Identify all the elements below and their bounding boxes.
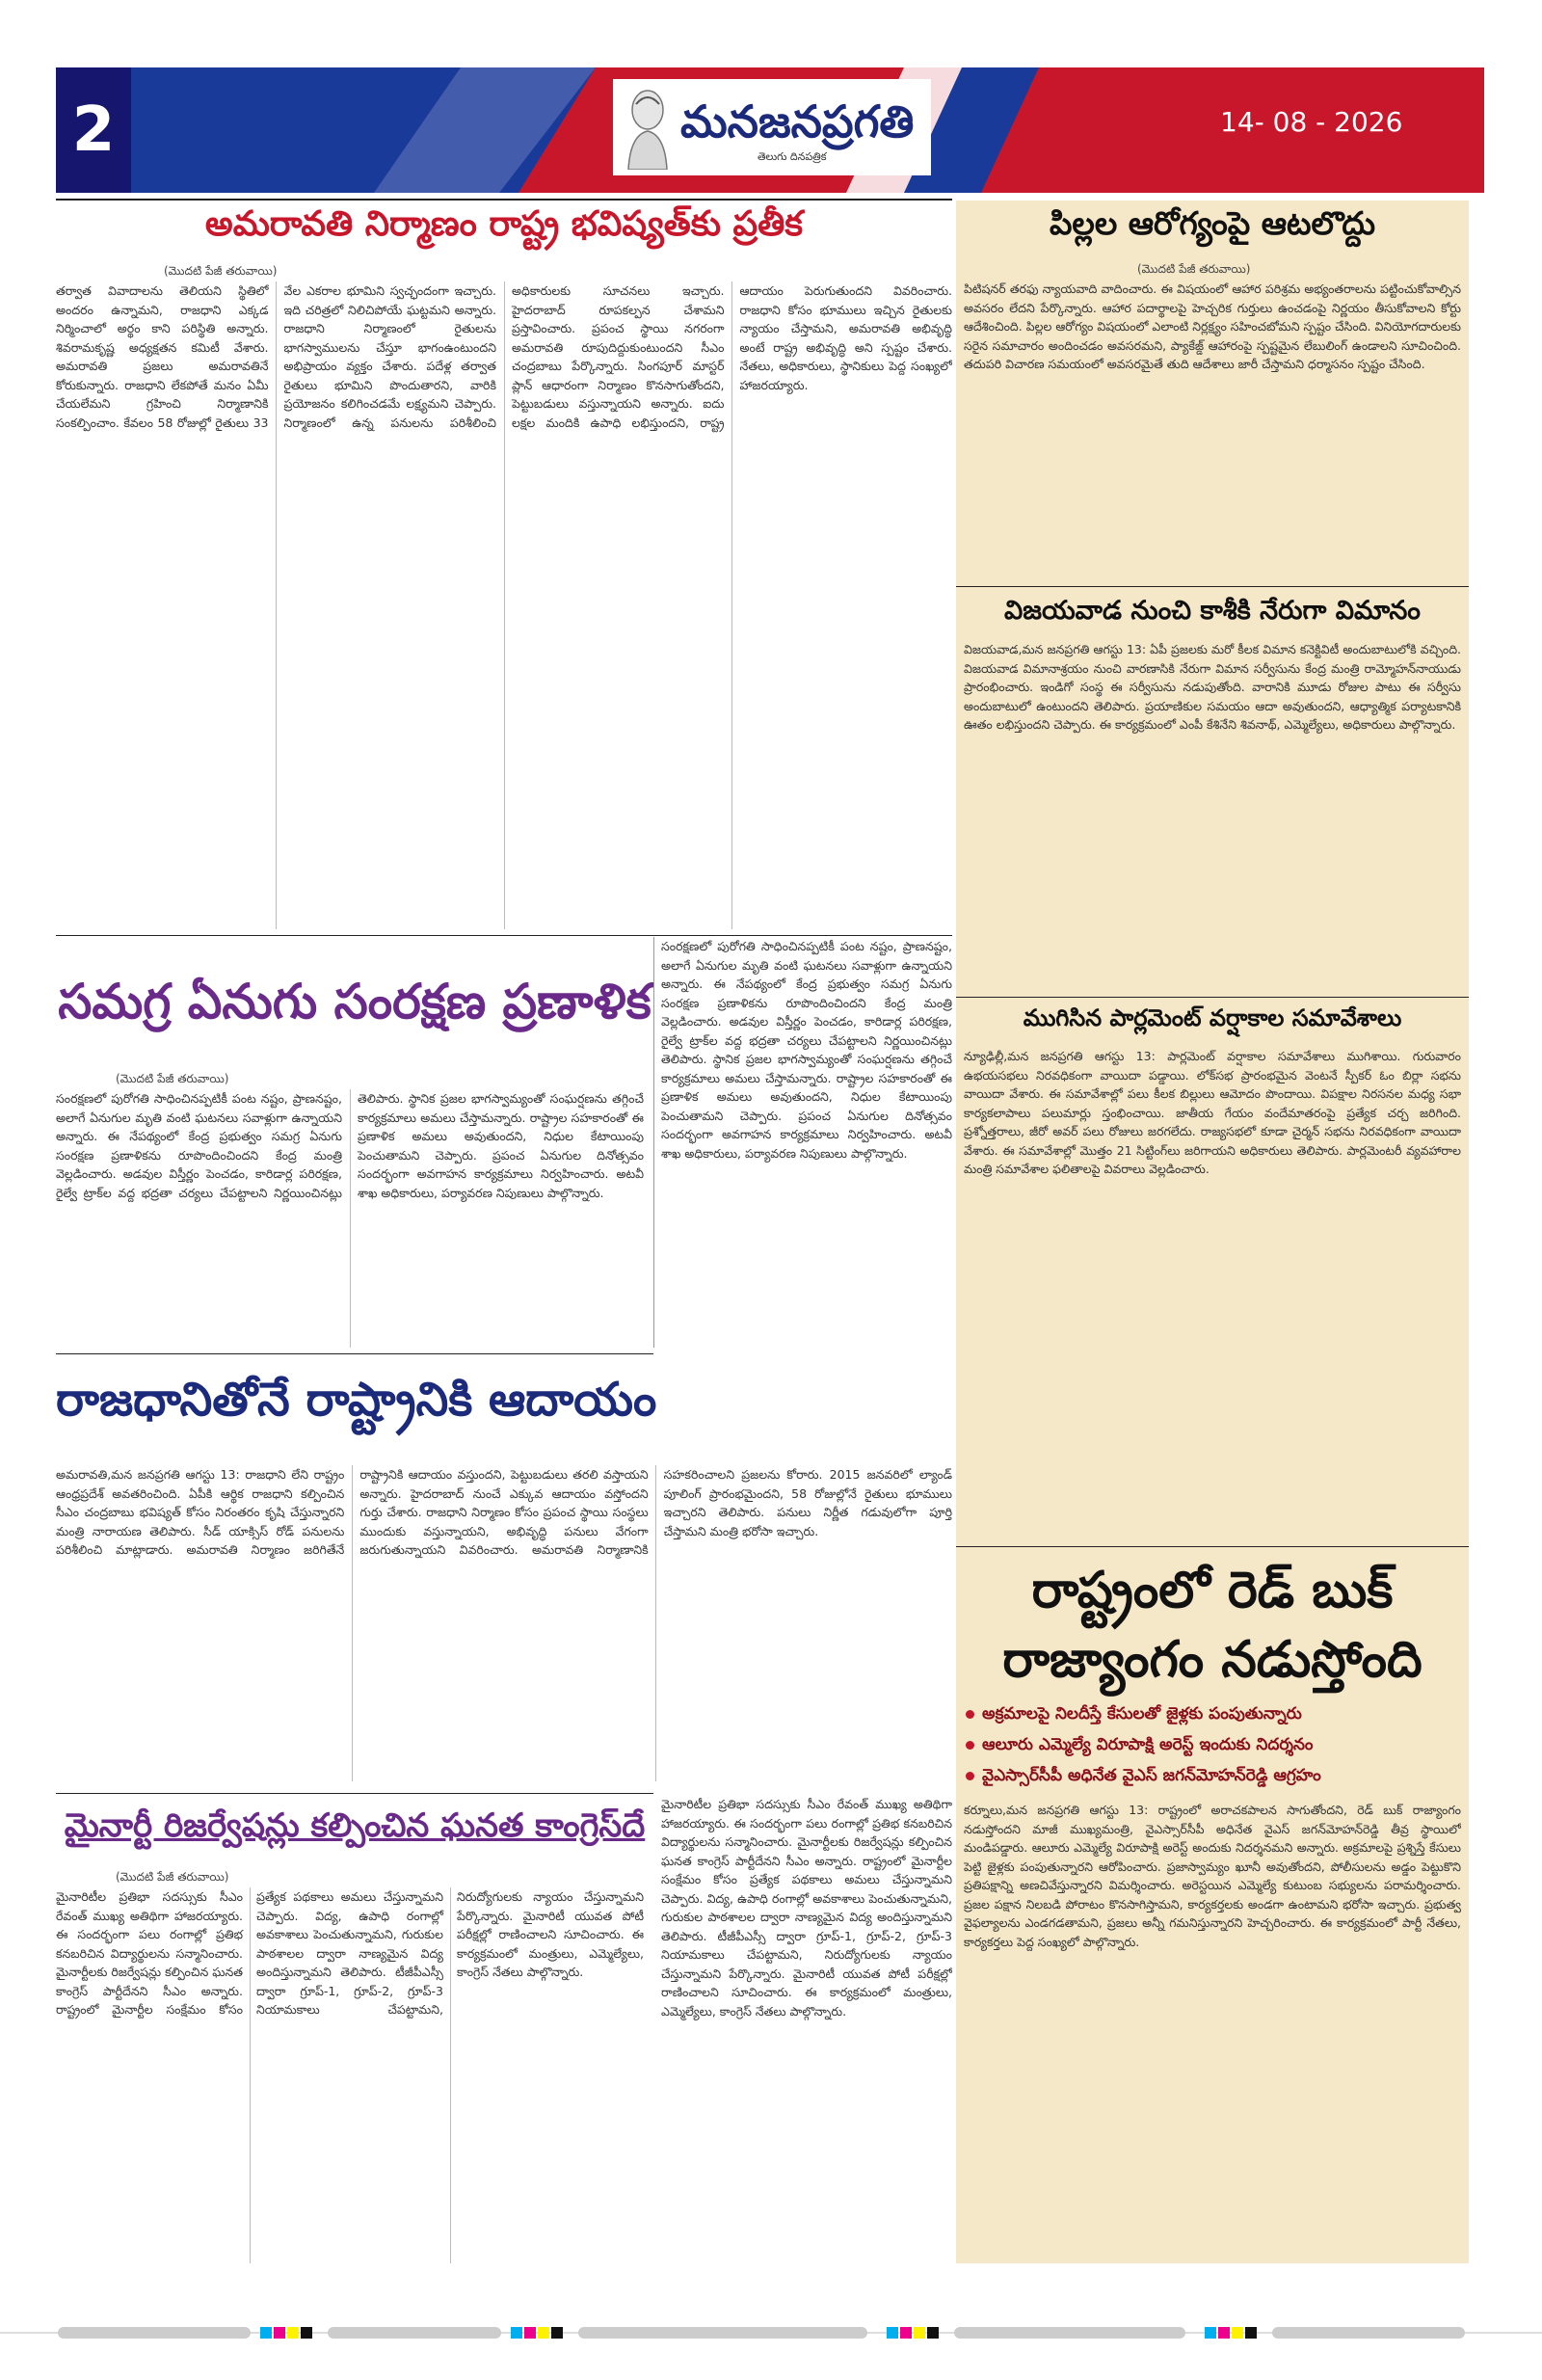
divider: [956, 1546, 1469, 1547]
continued-label: (మొదటి పేజీ తరువాయి): [164, 264, 278, 278]
print-registration-bar: [0, 2321, 1542, 2344]
headline-capital: రాజధానితోనే రాష్ట్రానికి ఆదాయం: [56, 1373, 657, 1427]
leader-portrait-icon: [621, 85, 675, 170]
divider: [56, 1353, 653, 1354]
divider: [56, 935, 952, 936]
subhead-bullet-2: ఆలూరు ఎమ్మెల్యే విరూపాక్షి అరెస్ట్ ఇందుకు నిదర్శనం: [966, 1735, 1314, 1758]
headline-flight: విజయవాడ నుంచి కాశీకి నేరుగా విమానం: [1004, 596, 1421, 626]
story-body: సంరక్షణలో పురోగతి సాధించినప్పటికీ పంట నష్టం, ప్రాణనష్టం, అలాగే ఏనుగుల మృతి వంటి ఘటనలు సవాళ్లుగా ఉన్నాయని అన్నారు. ఈ నేపథ్యంలో కేంద్ర ప్రభుత్వం సమగ్ర ఏనుగు సంరక్షణ ప్రణాళికను రూపొందించిందని కేంద్ర మంత్రి వెల్లడించారు. అడవుల విస్తీర్ణం పెంచడం, కారిడార్ల పరిరక్షణ, రైల్వే ట్రాక్‌ల వద్ద భద్రతా చర్యలు చేపట్టాలని నిర్ణయించినట్లు తెలిపారు. స్థానిక ప్రజల భాగస్వామ్యంతో సంఘర్షణను తగ్గించే కార్యక్రమాలు అమలు చేస్తామన్నారు. రాష్ట్రాల సహకారంతో ఈ ప్రణాళిక అమలు అవుతుందని, నిధుల కేటాయింపు పెంచుతామని చెప్పారు. ప్రపంచ ఏనుగుల దినోత్సవం సందర్భంగా అవగాహన కార్యక్రమాలు నిర్వహించారు. అటవీ శాఖ అధికారులు, పర్యావరణ నిపుణులు పాల్గొన్నారు.: [56, 1091, 644, 1200]
paper-name: మనజనప్రగతి: [680, 95, 915, 147]
story-body: న్యూఢిల్లీ,మన జనప్రగతి ఆగస్టు 13: పార్లమెంట్ వర్షాకాల సమావేశాలు ముగిశాయి. గురువారం ఉభయసభలు నిరవధికంగా వాయిదా పడ్డాయి. లోక్‌సభ ప్రారంభమైన వెంటనే స్పీకర్ ఓం బిర్లా సభను వాయిదా వేశారు. ఈ సమావేశాల్లో పలు కీలక బిల్లులు ఆమోదం పొందాయి. విపక్షాల నిరసనల మధ్య సభా కార్యకలాపాలు పలుమార్లు స్తంభించాయి. జాతీయ గేయం వందేమాతరంపై ప్రత్యేక చర్చ జరిగింది. ప్రశ్నోత్తరాలు, జీరో అవర్ పలు రోజులు జరగలేదు. రాజ్యసభలో కూడా చైర్మన్ సభను నిరవధికంగా వాయిదా వేశారు. ఈ సమావేశాల్లో మొత్తం 21 సిట్టింగ్‌లు జరిగాయని అధికారులు తెలిపారు. పార్లమెంటరీ వ్యవహారాల మంత్రి సమావేశాల ఫలితాలపై వివరాలు వెల్లడించారు.: [964, 1049, 1461, 1176]
divider: [56, 1793, 653, 1794]
story-body: కర్నూలు,మన జనప్రగతి ఆగస్టు 13: రాష్ట్రంలో అరాచకపాలన సాగుతోందని, రెడ్ బుక్ రాజ్యాంగం నడుస్తోందని మాజీ ముఖ్యమంత్రి, వైఎస్సార్‌సీపీ అధినేత వైఎస్ జగన్‌మోహన్‌రెడ్డి తీవ్ర స్థాయిలో మండిపడ్డారు. ఆలూరు ఎమ్మెల్యే విరూపాక్షి అరెస్ట్ అందుకు నిదర్శనమని అన్నారు. అక్రమాలపై ప్రశ్నిస్తే కేసులు పెట్టి జైళ్లకు పంపుతున్నారని ఆరోపించారు. ప్రజాస్వామ్యం ఖూనీ అవుతోందని, పోలీసులను అడ్డం పెట్టుకొని ప్రతిపక్షాన్ని అణచివేస్తున్నారని విమర్శించారు. అరెస్టయిన ఎమ్మెల్యే కుటుంబ సభ్యులను పరామర్శించారు. ప్రజల పక్షాన నిలబడి పోరాటం కొనసాగిస్తామని, కార్యకర్తలకు అండగా ఉంటామని భరోసా ఇచ్చారు. ప్రభుత్వ వైఫల్యాలను ఎండగడతామని, ప్రజలు అన్నీ గమనిస్తున్నారని హెచ్చరించారు. ఈ కార్యక్రమంలో పార్టీ నేతలు, కార్యకర్తలు పెద్ద సంఖ్యలో పాల్గొన్నారు.: [964, 1803, 1461, 1949]
paper-tagline: తెలుగు దినపత్రిక: [758, 150, 827, 163]
divider: [956, 997, 1469, 998]
story-body: మైనారిటీల ప్రతిభా సదస్సుకు సీఎం రేవంత్ ముఖ్య అతిథిగా హాజరయ్యారు. ఈ సందర్భంగా పలు రంగాల్లో ప్రతిభ కనబరిచిన విద్యార్థులను సన్మానించారు. మైనార్టీలకు రిజర్వేషన్లు కల్పించిన ఘనత కాంగ్రెస్ పార్టీదేనని సీఎం అన్నారు. రాష్ట్రంలో మైనార్టీల సంక్షేమం కోసం ప్రత్యేక పథకాలు అమలు చేస్తున్నామని చెప్పారు. విద్య, ఉపాధి రంగాల్లో అవకాశాలు పెంచుతున్నామని, గురుకుల పాఠశాలల ద్వారా నాణ్యమైన విద్య అందిస్తున్నామని తెలిపారు. టీజీపీఎస్సీ ద్వారా గ్రూప్-1, గ్రూప్-2, గ్రూప్-3 నియామకాలు చేపట్టామని, నిరుద్యోగులకు న్యాయం చేస్తున్నామని పేర్కొన్నారు. మైనారిటీ యువత పోటీ పరీక్షల్లో రాణించాలని సూచించారు. ఈ కార్యక్రమంలో మంత్రులు, ఎమ్మెల్యేలు, కాంగ్రెస్ నేతలు పాల్గొన్నారు.: [56, 1889, 644, 2017]
headline-minority: మైనార్టీ రిజర్వేషన్లు కల్పించిన ఘనత కాంగ్రెస్‌దే: [64, 1806, 646, 1845]
continued-label: (మొదటి పేజీ తరువాయి): [116, 1072, 229, 1085]
subhead-bullet-1: అక్రమాలపై నిలదీస్తే కేసులతో జైళ్లకు పంపుతున్నారు: [966, 1704, 1302, 1727]
column-divider: [653, 937, 654, 1348]
divider: [956, 586, 1469, 587]
story-body: అమరావతి,మన జనప్రగతి ఆగస్టు 13: రాజధాని లేని రాష్ట్రం ఆంధ్రప్రదేశ్ అవతరించింది. ఏపీకి ఆర్థిక రాజధాని కల్పించిన సీఎం చంద్రబాబు భవిష్యత్ కోసం నిరంతరం కృషి చేస్తున్నారని మంత్రి నారాయణ తెలిపారు. సీడ్ యాక్సిస్ రోడ్ పనులను పరిశీలించి మాట్లాడారు. అమరావతి నిర్మాణం జరిగితేనే రాష్ట్రానికి ఆదాయం వస్తుందని, పెట్టుబడులు తరలి వస్తాయని అన్నారు. హైదరాబాద్ నుంచే ఎక్కువ ఆదాయం వస్తోందని గుర్తు చేశారు. రాజధాని నిర్మాణం కోసం ప్రపంచ స్థాయి సంస్థలు ముందుకు వస్తున్నాయని, అభివృద్ధి పనులు వేగంగా జరుగుతున్నాయని వివరించారు. అమరావతి నిర్మాణానికి సహకరించాలని ప్రజలను కోరారు. 2015 జనవరిలో ల్యాండ్ పూలింగ్ ప్రారంభమైందని, 58 రోజుల్లోనే రైతులు భూములు ఇచ్చారని తెలిపారు. పనులు నిర్ణీత గడువులోగా పూర్తి చేస్తామని మంత్రి భరోసా ఇచ్చారు.: [56, 1467, 952, 1557]
headline-red-book: రాష్ట్రంలో రెడ్ బుక్ రాజ్యాంగం నడుస్తోంది: [1002, 1562, 1422, 1689]
divider: [56, 199, 952, 201]
headline-parliament: ముగిసిన పార్లమెంట్ వర్షాకాల సమావేశాలు: [1023, 1004, 1402, 1031]
headline-amaravati: అమరావతి నిర్మాణం రాష్ట్ర భవిష్యత్‌కు ప్రతీక: [204, 204, 804, 244]
story-body: సంరక్షణలో పురోగతి సాధించినప్పటికీ పంట నష్టం, ప్రాణనష్టం, అలాగే ఏనుగుల మృతి వంటి ఘటనలు సవాళ్లుగా ఉన్నాయని అన్నారు. ఈ నేపథ్యంలో కేంద్ర ప్రభుత్వం సమగ్ర ఏనుగు సంరక్షణ ప్రణాళికను రూపొందించిందని కేంద్ర మంత్రి వెల్లడించారు. అడవుల విస్తీర్ణం పెంచడం, కారిడార్ల పరిరక్షణ, రైల్వే ట్రాక్‌ల వద్ద భద్రతా చర్యలు చేపట్టాలని నిర్ణయించినట్లు తెలిపారు. స్థానిక ప్రజల భాగస్వామ్యంతో సంఘర్షణను తగ్గించే కార్యక్రమాలు అమలు చేస్తామన్నారు. రాష్ట్రాల సహకారంతో ఈ ప్రణాళిక అమలు అవుతుందని, నిధుల కేటాయింపు పెంచుతామని చెప్పారు. ప్రపంచ ఏనుగుల దినోత్సవం సందర్భంగా అవగాహన కార్యక్రమాలు నిర్వహించారు. అటవీ శాఖ అధికారులు, పర్యావరణ నిపుణులు పాల్గొన్నారు.: [661, 939, 952, 1161]
issue-date: 14- 08 - 2026: [1220, 106, 1403, 138]
story-body: తర్వాత వివాదాలను తెలియని స్థితిలో అందరం ఉన్నామని, రాజధాని ఎక్కడ నిర్మించాలో అర్థం కాని పరిస్థితి అన్నారు. శివరామకృష్ణ అధ్యక్షతన కమిటీ వేశారు. అమరావతి ప్రజలు అమరావతినే కోరుకున్నారు. రాజధాని లేకపోతే మనం ఏమీ చేయలేమని గ్రహించి నిర్మాణానికి సంకల్పించాం. కేవలం 58 రోజుల్లో రైతులు 33 వేల ఎకరాల భూమిని స్వచ్ఛందంగా ఇచ్చారు. ఇది చరిత్రలో నిలిచిపోయే ఘట్టమని అన్నారు. రాజధాని నిర్మాణంలో రైతులను భాగస్వాములను చేస్తూ భాగంఉంటుందని అభిప్రాయం వ్యక్తం చేశారు. పదేళ్ల తర్వాత రైతులు భూమిని పొందుతారని, వారికి ప్రయోజనం కలిగించడమే లక్ష్యమని చెప్పారు. నిర్మాణంలో ఉన్న పనులను పరిశీలించి అధికారులకు సూచనలు ఇచ్చారు. హైదరాబాద్ రూపకల్పన చేశామని ప్రస్తావించారు. ప్రపంచ స్థాయి నగరంగా అమరావతి రూపుదిద్దుకుంటుందని సీఎం చంద్రబాబు పేర్కొన్నారు. సింగపూర్ మాస్టర్ ప్లాన్ ఆధారంగా నిర్మాణం కొనసాగుతోందని, పెట్టుబడులు వస్తున్నాయని అన్నారు. ఐదు లక్షల మందికి ఉపాధి లభిస్తుందని, రాష్ట్ర ఆదాయం పెరుగుతుందని వివరించారు. రాజధాని కోసం భూములు ఇచ్చిన రైతులకు న్యాయం చేస్తామని, అమరావతి అభివృద్ధి అంటే రాష్ట్ర అభివృద్ధి అని స్పష్టం చేశారు. నేతలు, అధికారులు, స్థానికులు పెద్ద సంఖ్యలో హాజరయ్యారు.: [56, 283, 952, 430]
masthead: [613, 79, 931, 175]
story-body: విజయవాడ,మన జనప్రగతి ఆగస్టు 13: ఏపీ ప్రజలకు మరో కీలక విమాన కనెక్టివిటీ అందుబాటులోకి వచ్చింది. విజయవాడ విమానాశ్రయం నుంచి వారణాసికి నేరుగా విమాన సర్వీసును కేంద్ర మంత్రి రామ్మోహన్‌నాయుడు ప్రారంభించారు. ఇండిగో సంస్థ ఈ సర్వీసును నడుపుతోంది. వారానికి మూడు రోజుల పాటు ఈ సర్వీసు అందుబాటులో ఉంటుందని తెలిపారు. ప్రయాణికుల సమయం ఆదా అవుతుందని, ఆధ్యాత్మిక పర్యాటకానికి ఊతం లభిస్తుందని చెప్పారు. ఈ కార్యక్రమంలో ఎంపీ కేశినేని శివనాథ్, ఎమ్మెల్యేలు, అధికారులు పాల్గొన్నారు.: [964, 642, 1461, 732]
page-number: 2: [56, 67, 131, 193]
story-body: మైనారిటీల ప్రతిభా సదస్సుకు సీఎం రేవంత్ ముఖ్య అతిథిగా హాజరయ్యారు. ఈ సందర్భంగా పలు రంగాల్లో ప్రతిభ కనబరిచిన విద్యార్థులను సన్మానించారు. మైనార్టీలకు రిజర్వేషన్లు కల్పించిన ఘనత కాంగ్రెస్ పార్టీదేనని సీఎం అన్నారు. రాష్ట్రంలో మైనార్టీల సంక్షేమం కోసం ప్రత్యేక పథకాలు అమలు చేస్తున్నామని చెప్పారు. విద్య, ఉపాధి రంగాల్లో అవకాశాలు పెంచుతున్నామని, గురుకుల పాఠశాలల ద్వారా నాణ్యమైన విద్య అందిస్తున్నామని తెలిపారు. టీజీపీఎస్సీ ద్వారా గ్రూప్-1, గ్రూప్-2, గ్రూప్-3 నియామకాలు చేపట్టామని, నిరుద్యోగులకు న్యాయం చేస్తున్నామని పేర్కొన్నారు. మైనారిటీ యువత పోటీ పరీక్షల్లో రాణించాలని సూచించారు. ఈ కార్యక్రమంలో మంత్రులు, ఎమ్మెల్యేలు, కాంగ్రెస్ నేతలు పాల్గొన్నారు.: [661, 1797, 952, 2019]
headline-elephant: సమగ్ర ఏనుగు సంరక్షణ ప్రణాళిక: [58, 974, 651, 1030]
headline-children-health: పిల్లల ఆరోగ్యంపై ఆటలొద్దు: [1049, 204, 1376, 242]
story-body: పిటిషనర్ తరఫు న్యాయవాది వాదించారు. ఈ విషయంలో ఆహార పరిశ్రమ అభ్యంతరాలను పట్టించుకోవాల్సిన అవసరం లేదని పేర్కొన్నారు. ఆహార పదార్థాలపై హెచ్చరిక గుర్తులు ఉంచడంపై నిర్ణయం తీసుకోవాలని కోర్టు ఆదేశించింది. పిల్లల ఆరోగ్యం విషయంలో ఎలాంటి నిర్లక్ష్యం సహించబోమని స్పష్టం చేసింది. వినియోగదారులకు సరైన సమాచారం అందించడం అవసరమని, ప్యాకేజ్డ్ ఆహారంపై స్పష్టమైన లేబులింగ్ ఉండాలని సూచించింది. తదుపరి విచారణ సమయంలో అవసరమైతే తుది ఆదేశాలు జారీ చేస్తామని ధర్మాసనం స్పష్టం చేసింది.: [964, 281, 1461, 371]
continued-label: (మొదటి పేజీ తరువాయి): [116, 1870, 229, 1884]
continued-label: (మొదటి పేజీ తరువాయి): [1137, 262, 1251, 276]
subhead-bullet-3: వైఎస్సార్‌సీపీ అధినేత వైఎస్ జగన్‌మోహన్‌రెడ్డి ఆగ్రహం: [966, 1766, 1321, 1789]
